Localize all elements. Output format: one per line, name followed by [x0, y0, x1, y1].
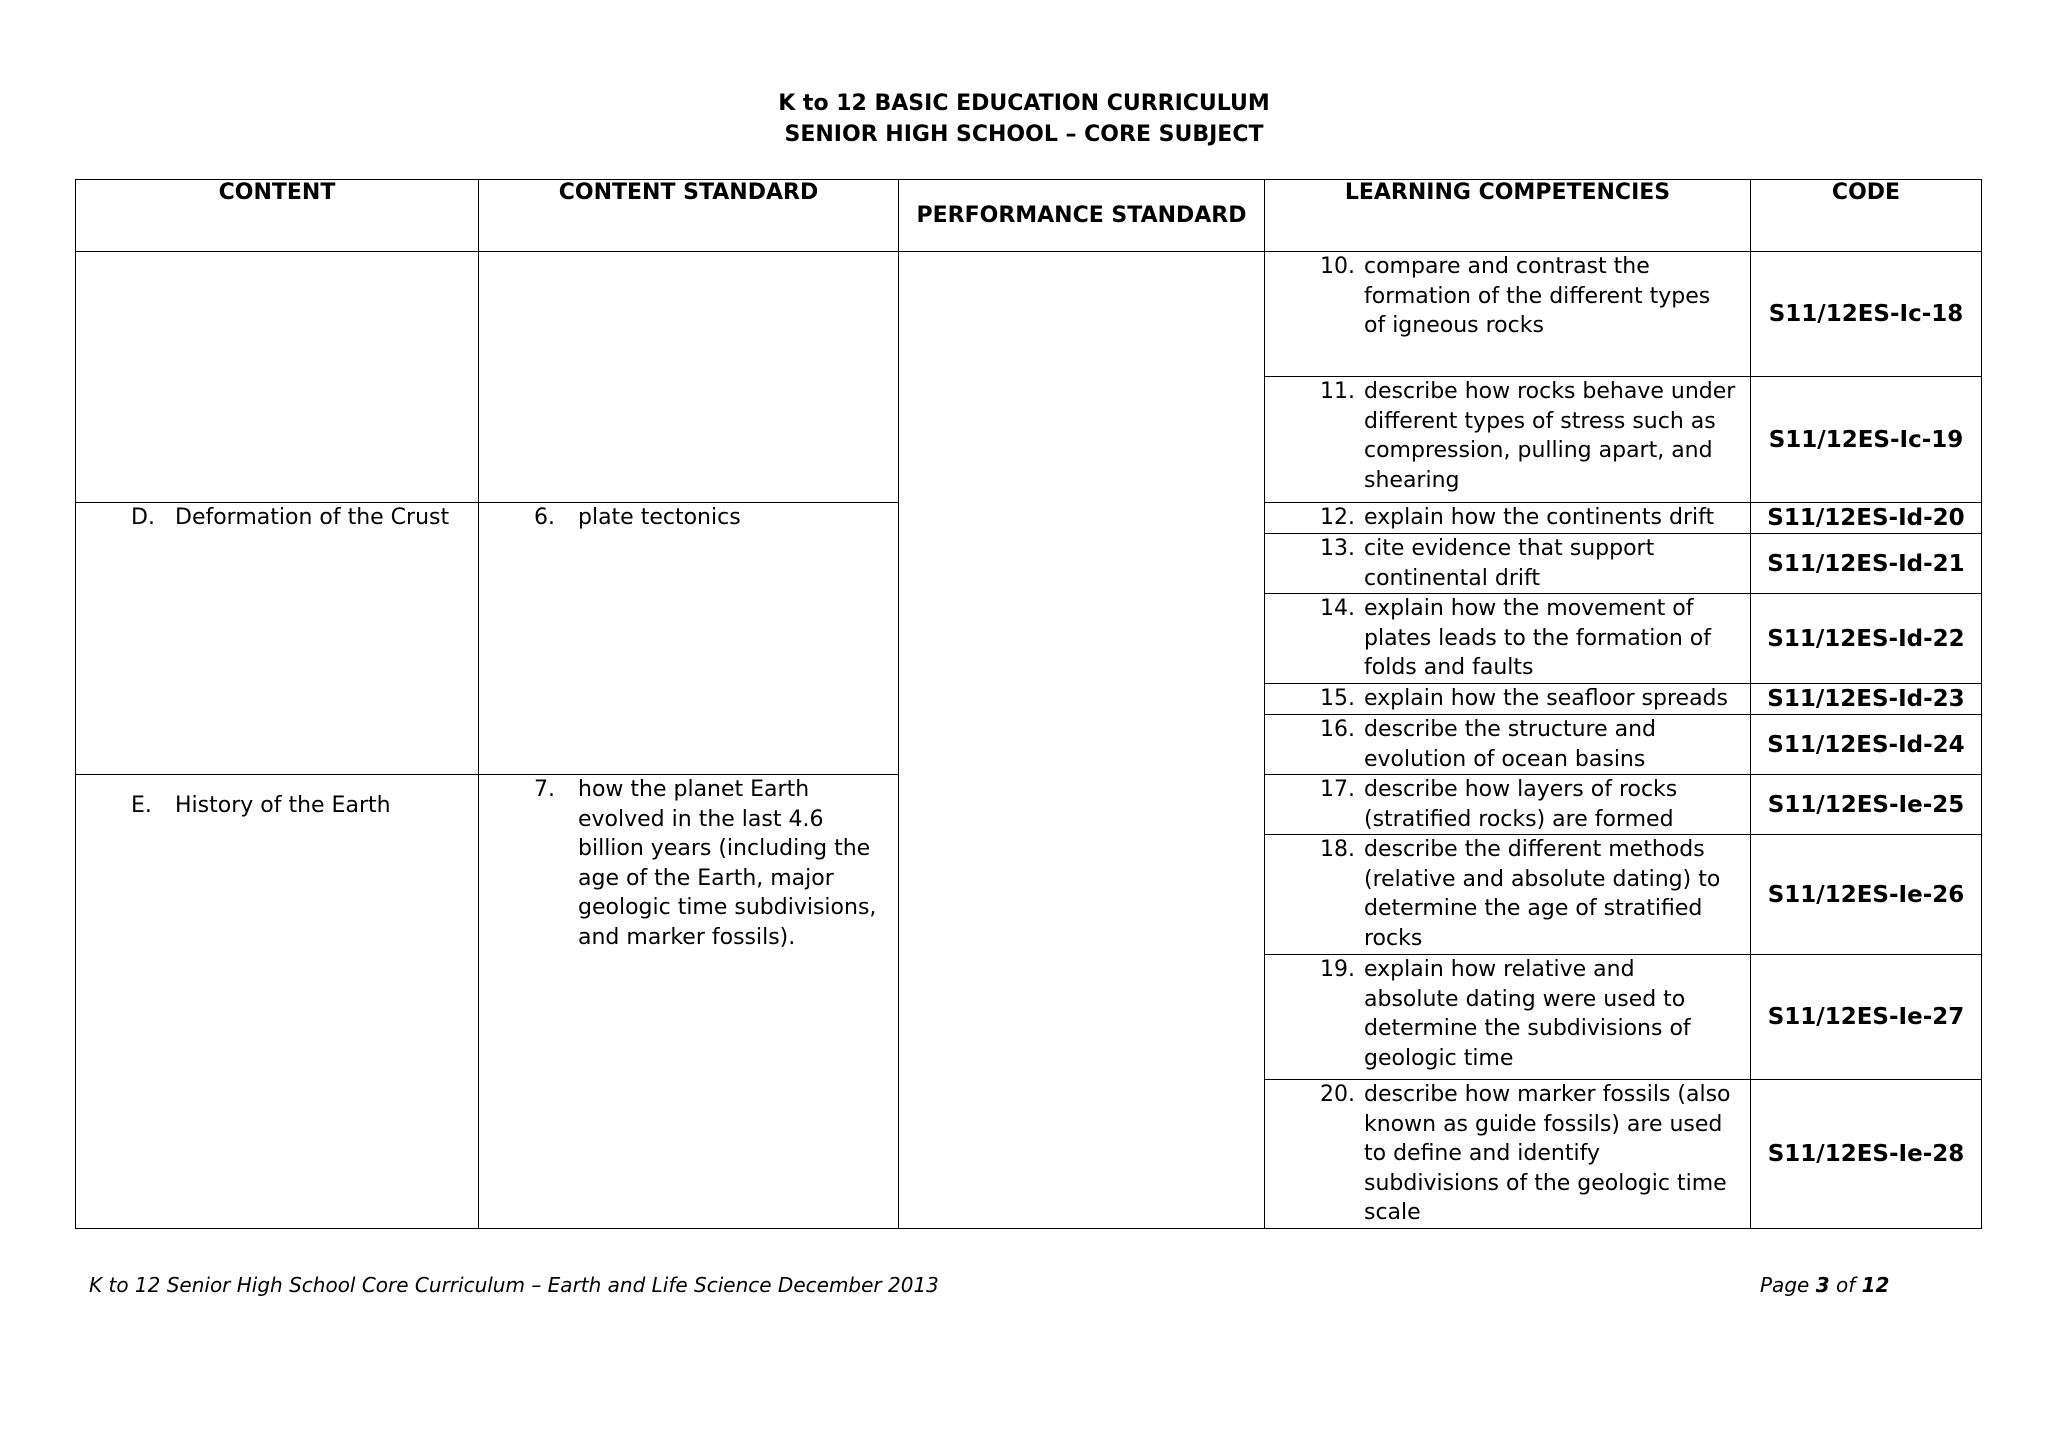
- page-of: of: [1829, 1273, 1862, 1297]
- content-item: [76, 503, 478, 533]
- column-header-code: CODE: [1751, 180, 1982, 252]
- competency-text: compare and contrast the formation of the different types of igneous rocks: [1364, 254, 1711, 338]
- competency-item: [1265, 1080, 1750, 1228]
- competency-code: S11/12ES-Ie-28: [1751, 1080, 1982, 1229]
- document-header: [0, 88, 2048, 150]
- curriculum-table: [75, 179, 1982, 1229]
- table-row: [76, 252, 1982, 377]
- column-header-content: CONTENT: [76, 180, 479, 252]
- column-header-learning-competencies: LEARNING COMPETENCIES: [1265, 180, 1751, 252]
- competency-cell: [1265, 503, 1751, 534]
- competency-number: 19.: [1320, 957, 1355, 982]
- competency-text: explain how the seafloor spreads: [1364, 686, 1728, 711]
- competency-cell: [1265, 252, 1751, 377]
- competency-code: S11/12ES-Ic-19: [1751, 377, 1982, 503]
- standard-cell-earth-history: [479, 775, 899, 1229]
- competency-item: [1265, 252, 1750, 341]
- competency-number: 14.: [1320, 596, 1355, 621]
- competency-cell: [1265, 1080, 1751, 1229]
- competency-number: 17.: [1320, 777, 1355, 802]
- competency-item: [1265, 503, 1750, 533]
- page-total: 12: [1861, 1273, 1890, 1297]
- standard-item: [479, 775, 898, 952]
- competency-item: [1265, 684, 1750, 714]
- competency-cell: [1265, 684, 1751, 715]
- competency-item: [1265, 715, 1750, 774]
- content-cell-empty: [76, 252, 479, 503]
- competency-text: explain how the continents drift: [1364, 505, 1715, 530]
- standard-text: plate tectonics: [578, 505, 741, 530]
- competency-number: 11.: [1320, 379, 1355, 404]
- competency-item: [1265, 594, 1750, 683]
- competency-cell: [1265, 715, 1751, 775]
- standard-cell-empty: [479, 252, 899, 503]
- competency-cell: [1265, 594, 1751, 684]
- content-letter: E.: [131, 793, 152, 818]
- competency-cell: [1265, 955, 1751, 1080]
- competency-code: S11/12ES-Ie-26: [1751, 835, 1982, 955]
- footer-document-title: K to 12 Senior High School Core Curriculum – Earth and Life Science December 2013: [89, 1273, 939, 1297]
- competency-text: explain how the movement of plates leads to the formation of folds and faults: [1364, 596, 1712, 680]
- competency-text: describe how marker fossils (also known as guide fossils) are used to define and identify subdivisions of the geologic time scale: [1364, 1082, 1731, 1225]
- content-text: Deformation of the Crust: [175, 505, 450, 530]
- curriculum-title: K to 12 BASIC EDUCATION CURRICULUM: [778, 91, 1270, 116]
- competency-number: 18.: [1320, 837, 1355, 862]
- page-current: 3: [1815, 1273, 1830, 1297]
- competency-text: describe how rocks behave under different types of stress such as compression, pulling apart, and shearing: [1364, 379, 1736, 493]
- competency-number: 10.: [1320, 254, 1355, 279]
- competency-number: 13.: [1320, 536, 1355, 561]
- column-header-performance-standard: PERFORMANCE STANDARD: [899, 180, 1265, 252]
- competency-code: S11/12ES-Id-21: [1751, 534, 1982, 594]
- competency-number: 20.: [1320, 1082, 1355, 1107]
- page-prefix: Page: [1760, 1273, 1816, 1297]
- competency-cell: [1265, 835, 1751, 955]
- competency-code: S11/12ES-Id-23: [1751, 684, 1982, 715]
- competency-text: describe the structure and evolution of ocean basins: [1364, 717, 1657, 772]
- competency-code: S11/12ES-Id-22: [1751, 594, 1982, 684]
- content-cell-history: [76, 775, 479, 1229]
- competency-code: S11/12ES-Ie-27: [1751, 955, 1982, 1080]
- competency-code: S11/12ES-Ie-25: [1751, 775, 1982, 835]
- footer-page-number: [1760, 1273, 1889, 1297]
- competency-item: [1265, 955, 1750, 1073]
- competency-number: 15.: [1320, 686, 1355, 711]
- performance-standard-cell: [899, 252, 1265, 1229]
- competency-text: describe how layers of rocks (stratified rocks) are formed: [1364, 777, 1678, 832]
- competency-item: [1265, 775, 1750, 834]
- standard-cell-plate-tectonics: [479, 503, 899, 775]
- competency-item: [1265, 534, 1750, 593]
- standard-text: how the planet Earth evolved in the last 4.6 billion years (including the age of the Earth, major geologic time subdivisions, and marker fossils).: [578, 777, 877, 950]
- competency-number: 16.: [1320, 717, 1355, 742]
- competency-code: S11/12ES-Ic-18: [1751, 252, 1982, 377]
- competency-text: explain how relative and absolute dating were used to determine the subdivisions of geologic time: [1364, 957, 1691, 1071]
- competency-cell: [1265, 775, 1751, 835]
- competency-item: [1265, 377, 1750, 495]
- content-letter: D.: [131, 505, 155, 530]
- standard-number: 7.: [534, 777, 555, 802]
- competency-number: 12.: [1320, 505, 1355, 530]
- competency-cell: [1265, 534, 1751, 594]
- curriculum-subtitle: SENIOR HIGH SCHOOL – CORE SUBJECT: [784, 122, 1264, 147]
- competency-text: cite evidence that support continental drift: [1364, 536, 1655, 591]
- competency-code: S11/12ES-Id-24: [1751, 715, 1982, 775]
- competency-text: describe the different methods (relative and absolute dating) to determine the age of stratified rocks: [1364, 837, 1721, 951]
- column-header-content-standard: CONTENT STANDARD: [479, 180, 899, 252]
- content-cell-deformation: [76, 503, 479, 775]
- competency-cell: [1265, 377, 1751, 503]
- standard-item: [479, 503, 898, 533]
- content-item: [76, 791, 478, 821]
- content-text: History of the Earth: [175, 793, 391, 818]
- competency-item: [1265, 835, 1750, 953]
- competency-code: S11/12ES-Id-20: [1751, 503, 1982, 534]
- table-header-row: [76, 180, 1982, 252]
- standard-number: 6.: [534, 505, 555, 530]
